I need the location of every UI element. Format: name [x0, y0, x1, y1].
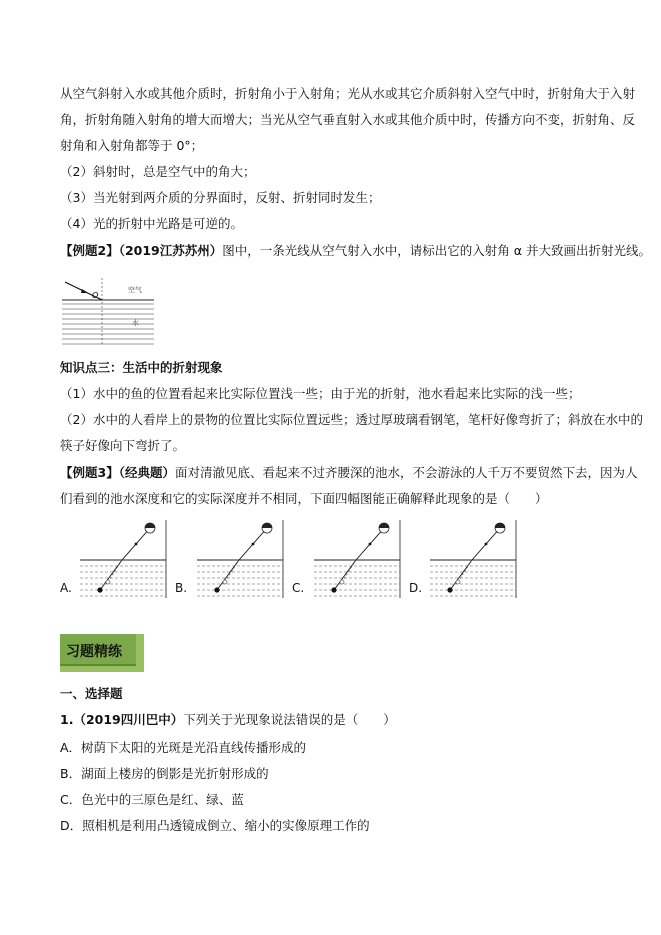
example3-tag: 【例题3】（经典题） — [60, 465, 175, 480]
section-banner — [60, 634, 144, 672]
example2-tag: 【例题2】（2019江苏苏州） — [60, 243, 223, 258]
intro-line-1: 从空气斜射入水或其他介质时，折射角小于入射角；光从水或其它介质斜射入空气中时，折射角大于入射 — [60, 86, 636, 101]
knowledge3-line-3: 筷子好像向下弯折了。 — [60, 438, 186, 453]
point-2: （2）斜射时，总是空气中的角大； — [60, 164, 256, 179]
example3-line-1 — [60, 465, 637, 481]
option-a-label: A. — [60, 581, 72, 595]
fig-label-o: O — [92, 291, 99, 300]
fig-label-water: 水 — [132, 319, 139, 327]
option-a-diagram — [78, 518, 178, 598]
part1-title: 一、选择题 — [60, 686, 123, 701]
option-c-label: C. — [292, 581, 305, 595]
option-d-diagram — [428, 518, 528, 598]
intro-line-2: 角，折射角随入射角的增大而增大；当光从空气垂直射入水或其他介质中时，传播方向不变，折射角、反 — [60, 112, 636, 127]
example2-line — [60, 243, 651, 259]
example3-text-1: 面对清澈见底、看起来不过齐腰深的池水，不会游泳的人千万不要贸然下去，因为人 — [174, 465, 638, 480]
point-4: （4）光的折射中光路是可逆的。 — [60, 216, 243, 231]
fig-label-air: 空气 — [128, 286, 142, 294]
q1-tag: 1.（2019四川巴中） — [60, 712, 184, 727]
q1-option-c: C．色光中的三原色是红、绿、蓝 — [60, 792, 244, 807]
point-3: （3）当光射到两介质的分界面时，反射、折射同时发生； — [60, 190, 381, 205]
option-b-diagram — [195, 518, 295, 598]
q1-line — [60, 712, 396, 728]
q1-stem: 下列关于光现象说法错误的是（ ） — [183, 712, 396, 727]
example3-line-2: 们看到的池水深度和它的实际深度并不相同，下面四幅图能正确解释此现象的是（ ） — [60, 491, 548, 506]
section-title: 习题精练 — [66, 644, 122, 660]
option-c-diagram — [312, 518, 412, 598]
option-d-label: D. — [409, 581, 423, 595]
knowledge3-line-2: （2）水中的人看岸上的景物的位置比实际位置远些；透过厚玻璃看钢笔，笔杆好像弯折了；斜放在水中的 — [60, 412, 643, 427]
q1-option-d: D．照相机是利用凸透镜成倒立、缩小的实像原理工作的 — [60, 818, 370, 833]
q1-option-a: A．树荫下太阳的光斑是光沿直线传播形成的 — [60, 740, 307, 755]
knowledge3-title: 知识点三：生活中的折射现象 — [60, 360, 223, 375]
option-b-label: B. — [175, 581, 188, 595]
q1-option-b: B．湖面上楼房的倒影是光折射形成的 — [60, 766, 269, 781]
example2-figure — [62, 276, 162, 346]
knowledge3-line-1: （1）水中的鱼的位置看起来比实际位置浅一些；由于光的折射，池水看起来比实际的浅一些； — [60, 386, 581, 401]
example2-text: 图中，一条光线从空气射入水中，请标出它的入射角 α 并大致画出折射光线。 — [222, 243, 651, 258]
intro-line-3: 射角和入射角都等于 0°； — [60, 138, 204, 153]
